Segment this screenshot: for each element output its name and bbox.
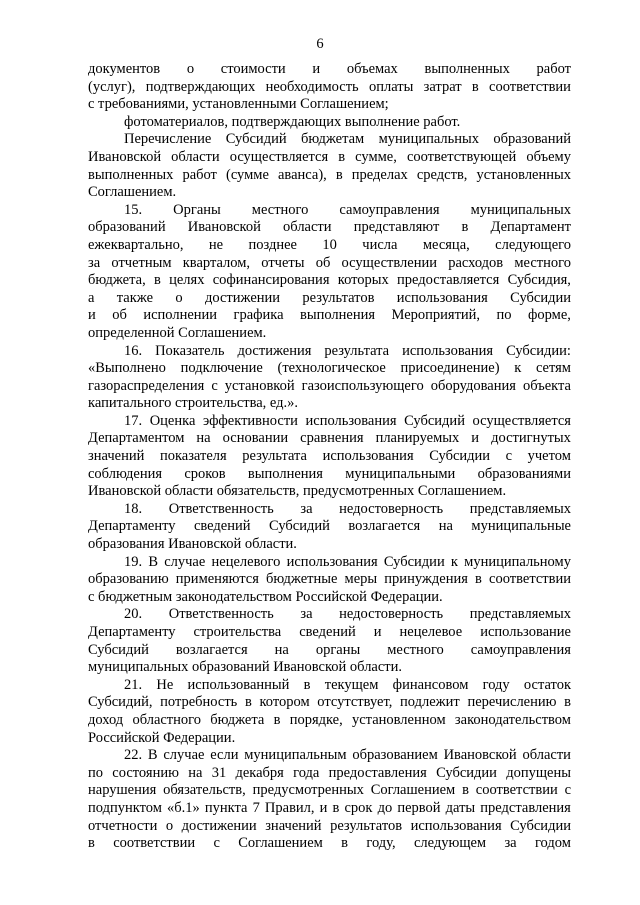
text-line: Ивановской области осуществляется в сумме, соответствующей объему <box>88 148 571 165</box>
text-line: и об исполнении графика выполнения Мероприятий, по форме, <box>88 307 571 324</box>
paragraph-p16 <box>88 343 571 413</box>
text-line: образованию применяются бюджетные меры принуждения в соответствии <box>88 571 571 588</box>
paragraph-cont <box>88 61 571 114</box>
text-line: 15. Органы местного самоуправления муниципальных <box>124 201 571 218</box>
page-number: 6 <box>316 36 324 52</box>
text-line: Перечисление Субсидий бюджетам муниципальных образований <box>124 131 571 148</box>
paragraph-p18 <box>88 501 571 554</box>
text-line: образований Ивановской области представляют в Департамент <box>88 219 571 236</box>
text-line: подпунктом «б.1» пункта 7 Правил, и в срок до первой даты представления <box>88 799 571 816</box>
text-line: Российской Федерации. <box>88 729 236 746</box>
text-line: фотоматериалов, подтверждающих выполнение работ. <box>124 113 461 130</box>
text-line: капитального строительства, ед.». <box>88 395 299 412</box>
text-line: 17. Оценка эффективности использования Субсидий осуществляется <box>124 412 571 429</box>
text-line: 18. Ответственность за недостоверность представляемых <box>124 500 571 517</box>
paragraph-p19 <box>88 554 571 607</box>
text-line: Департаменту строительства сведений и нецелевое использование <box>88 624 571 640</box>
text-line: отчетности о достижении значений результатов использования Субсидии <box>88 817 571 834</box>
text-line: Соглашением. <box>88 184 177 201</box>
text-line: нарушения обязательств, предусмотренных Соглашением в соответствии с <box>88 782 571 799</box>
text-line: с бюджетным законодательством Российской Федерации. <box>88 588 443 605</box>
text-line: значений показателя результата использования Субсидии с учетом <box>88 448 571 465</box>
text-line: Ивановской области обязательств, предусмотренных Соглашением. <box>88 483 507 500</box>
text-line: газораспределения с установкой газоиспользующего оборудования объекта <box>88 377 571 394</box>
text-line: бюджета, в целях софинансирования которых предоставляется Субсидия, <box>88 272 571 289</box>
text-line: 20. Ответственность за недостоверность представляемых <box>124 606 571 623</box>
text-line: 16. Показатель достижения результата использования Субсидии: <box>124 342 571 359</box>
text-line: «Выполнено подключение (технологическое присоединение) к сетям <box>88 360 571 377</box>
text-line: определенной Соглашением. <box>88 324 267 341</box>
paragraph-p22 <box>88 747 571 853</box>
text-line: по состоянию на 31 декабря года предоставления Субсидии допущены <box>88 764 571 781</box>
text-line: Департаментом на основании сравнения планируемых и достигнутых <box>88 430 571 447</box>
text-line: Субсидий возлагается на органы местного самоуправления <box>88 641 571 658</box>
text-line: за отчетным кварталом, отчеты об осуществлении расходов местного <box>88 254 571 271</box>
text-line: соблюдения сроков выполнения муниципальными образованиями <box>88 465 571 482</box>
text-line: Департаменту сведений Субсидий возлагается на муниципальные <box>88 518 571 535</box>
text-line: (услуг), подтверждающих необходимость оплаты затрат в соответствии <box>88 78 571 95</box>
text-line: 21. Не использованный в текущем финансовом году остаток <box>124 676 571 693</box>
document-body <box>88 61 571 853</box>
text-line: документов о стоимости и объемах выполненных работ <box>88 61 571 77</box>
text-line: Субсидий, потребность в котором отсутствует, подлежит перечислению в <box>88 694 571 711</box>
paragraph-p20 <box>88 606 571 676</box>
text-line: в соответствии с Соглашением в году, следующем за годом <box>88 835 571 852</box>
text-line: ежеквартально, не позднее 10 числа месяца, следующего <box>88 236 571 253</box>
paragraph-photo <box>88 114 571 132</box>
paragraph-p17 <box>88 413 571 501</box>
text-line: 22. В случае если муниципальным образованием Ивановской области <box>124 747 571 764</box>
paragraph-p15 <box>88 202 571 343</box>
text-line: образования Ивановской области. <box>88 536 297 553</box>
paragraph-transfer <box>88 131 571 201</box>
paragraph-p21 <box>88 677 571 747</box>
text-line: 19. В случае нецелевого использования Субсидии к муниципальному <box>124 553 571 570</box>
text-line: доход областного бюджета в порядке, установленном законодательством <box>88 711 571 728</box>
text-line: а также о достижении результатов использования Субсидии <box>88 289 571 306</box>
text-line: с требованиями, установленными Соглашением; <box>88 96 389 113</box>
text-line: выполненных работ (сумме аванса), в пределах средств, установленных <box>88 166 571 183</box>
text-line: муниципальных образований Ивановской области. <box>88 659 403 676</box>
